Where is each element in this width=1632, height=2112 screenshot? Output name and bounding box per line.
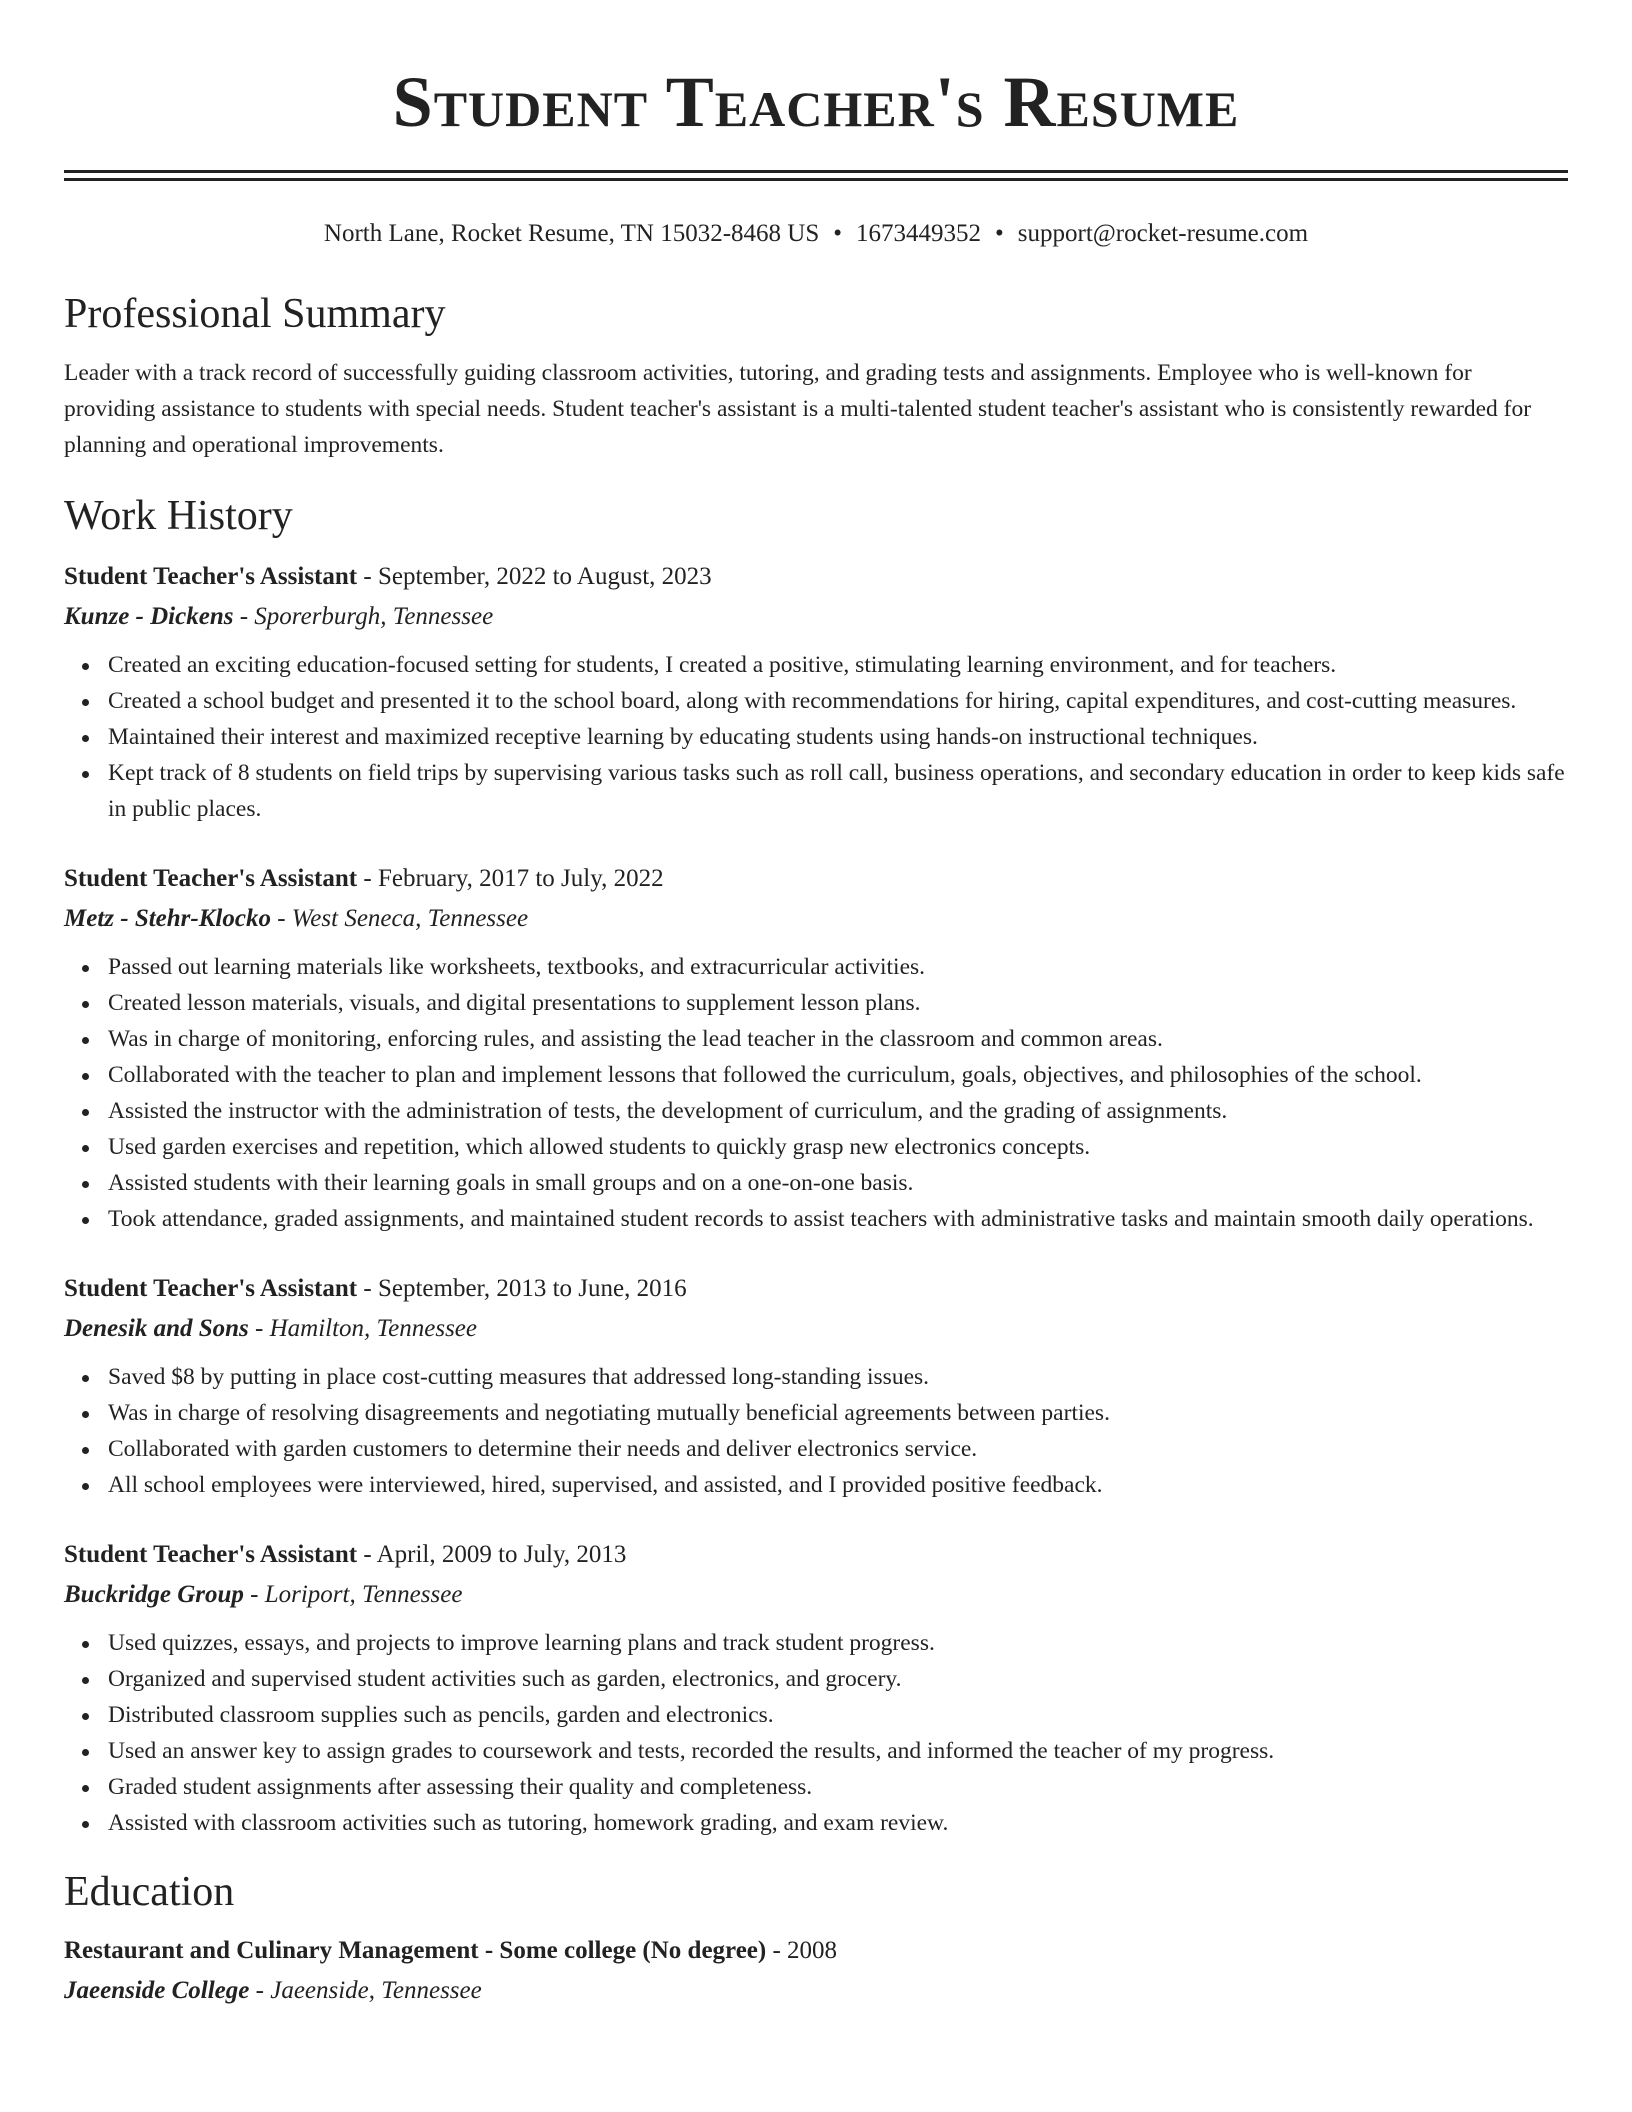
contact-address: North Lane, Rocket Resume, TN 15032-8468 US [323, 220, 820, 247]
company-line: Buckridge Group - Loriport, Tennessee [64, 1581, 463, 1608]
bullet-item: Passed out learning materials like worksheets, textbooks, and extracurricular activities. [108, 949, 1568, 985]
bullet-item: Used quizzes, essays, and projects to improve learning plans and track student progress. [108, 1625, 1568, 1661]
contact-separator: • [995, 220, 1004, 247]
company-location: West Seneca, Tennessee [291, 905, 529, 932]
job-dates: February, 2017 to July, 2022 [377, 865, 664, 892]
work-history-list [64, 557, 1568, 1841]
bullet-item: Created a school budget and presented it to the school board, along with recommendations for hiring, capital expenditures, and cost-cutting measures. [108, 683, 1568, 719]
job-dates: April, 2009 to July, 2013 [376, 1541, 627, 1568]
bullet-item: Distributed classroom supplies such as pencils, garden and electronics. [108, 1697, 1568, 1733]
company-name: Buckridge Group [64, 1581, 244, 1608]
company-line: Metz - Stehr-Klocko - West Seneca, Tennessee [64, 905, 529, 932]
degree-line: Restaurant and Culinary Management - Some college (No degree) - 2008 [64, 1937, 838, 1964]
bullet-item: Graded student assignments after assessing their quality and completeness. [108, 1769, 1568, 1805]
job-title-line: Student Teacher's Assistant - February, 2017 to July, 2022 [64, 865, 664, 892]
bullet-item: Maintained their interest and maximized receptive learning by educating students using hands-on instructional techniques. [108, 719, 1568, 755]
bullet-item: Used garden exercises and repetition, which allowed students to quickly grasp new electronics concepts. [108, 1129, 1568, 1165]
bullet-item: Assisted students with their learning goals in small groups and on a one-on-one basis. [108, 1165, 1568, 1201]
bullet-item: Was in charge of resolving disagreements and negotiating mutually beneficial agreements between parties. [108, 1395, 1568, 1431]
company-location: Sporerburgh, Tennessee [254, 603, 494, 630]
job-entry [64, 557, 1568, 827]
title-divider [64, 170, 1568, 181]
job-title-line: Student Teacher's Assistant - September, 2022 to August, 2023 [64, 563, 712, 590]
company-location: Loriport, Tennessee [264, 1581, 463, 1608]
job-entry [64, 1269, 1568, 1503]
bullet-item: All school employees were interviewed, hired, supervised, and assisted, and I provided positive feedback. [108, 1467, 1568, 1503]
bullet-item: Created lesson materials, visuals, and digital presentations to supplement lesson plans. [108, 985, 1568, 1021]
job-title-line: Student Teacher's Assistant - April, 2009 to July, 2013 [64, 1541, 627, 1568]
job-title: Student Teacher's Assistant [64, 563, 358, 590]
bullet-item: Organized and supervised student activities such as garden, electronics, and grocery. [108, 1661, 1568, 1697]
bullet-item: Took attendance, graded assignments, and maintained student records to assist teachers with administrative tasks and maintain smooth daily operations. [108, 1201, 1568, 1237]
contact-line [64, 219, 1568, 249]
bullet-item: Collaborated with the teacher to plan and implement lessons that followed the curriculum, goals, objectives, and philosophies of the school. [108, 1057, 1568, 1093]
contact-phone: 1673449352 [856, 220, 981, 247]
education-entry [64, 1931, 1568, 2011]
resume-title: Student Teacher's Resume [392, 62, 1240, 142]
work-history-heading: Work History [64, 493, 293, 539]
job-title: Student Teacher's Assistant [64, 865, 358, 892]
company-name: Metz - Stehr-Klocko [64, 905, 271, 932]
contact-email: support@rocket-resume.com [1017, 220, 1309, 247]
job-title-line: Student Teacher's Assistant - September, 2013 to June, 2016 [64, 1275, 687, 1302]
job-bullets [64, 1359, 1568, 1503]
bullet-item: Collaborated with garden customers to determine their needs and deliver electronics service. [108, 1431, 1568, 1467]
company-location: Hamilton, Tennessee [269, 1315, 477, 1342]
job-entry [64, 1535, 1568, 1841]
job-dates: September, 2013 to June, 2016 [377, 1275, 687, 1302]
company-line: Denesik and Sons - Hamilton, Tennessee [64, 1315, 477, 1342]
bullet-item: Created an exciting education-focused setting for students, I created a positive, stimulating learning environment, and for teachers. [108, 647, 1568, 683]
job-title: Student Teacher's Assistant [64, 1541, 358, 1568]
bullet-item: Kept track of 8 students on field trips by supervising various tasks such as roll call, business operations, and secondary education in order to keep kids safe in public places. [108, 755, 1568, 827]
company-name: Kunze - Dickens [64, 603, 234, 630]
bullet-item: Saved $8 by putting in place cost-cutting measures that addressed long-standing issues. [108, 1359, 1568, 1395]
school-name: Jaeenside College [64, 1977, 250, 2004]
bullet-item: Used an answer key to assign grades to coursework and tests, recorded the results, and informed the teacher of my progress. [108, 1733, 1568, 1769]
education-list [64, 1931, 1568, 2011]
job-title: Student Teacher's Assistant [64, 1275, 358, 1302]
degree-name: Restaurant and Culinary Management - Some college (No degree) [64, 1937, 767, 1964]
degree-year: 2008 [787, 1937, 838, 1964]
bullet-item: Assisted with classroom activities such as tutoring, homework grading, and exam review. [108, 1805, 1568, 1841]
job-bullets [64, 647, 1568, 827]
job-entry [64, 859, 1568, 1237]
job-bullets [64, 949, 1568, 1237]
education-heading: Education [64, 1869, 235, 1915]
job-dates: September, 2022 to August, 2023 [377, 563, 712, 590]
company-name: Denesik and Sons [64, 1315, 249, 1342]
summary-heading: Professional Summary [64, 291, 446, 337]
contact-separator: • [833, 220, 842, 247]
school-location: Jaeenside, Tennessee [270, 1977, 482, 2004]
school-line: Jaeenside College - Jaeenside, Tennessee [64, 1977, 482, 2004]
bullet-item: Assisted the instructor with the administration of tests, the development of curriculum, and the grading of assignments. [108, 1093, 1568, 1129]
company-line: Kunze - Dickens - Sporerburgh, Tennessee [64, 603, 494, 630]
summary-text: Leader with a track record of successfully guiding classroom activities, tutoring, and grading tests and assignments. Employee who is well-known for providing assistance to students with special needs. Student teacher's assistant is a multi-talented student teacher's assistant who is consistently rewarded for planning and operational improvements. [64, 360, 1532, 458]
job-bullets [64, 1625, 1568, 1841]
bullet-item: Was in charge of monitoring, enforcing rules, and assisting the lead teacher in the classroom and common areas. [108, 1021, 1568, 1057]
